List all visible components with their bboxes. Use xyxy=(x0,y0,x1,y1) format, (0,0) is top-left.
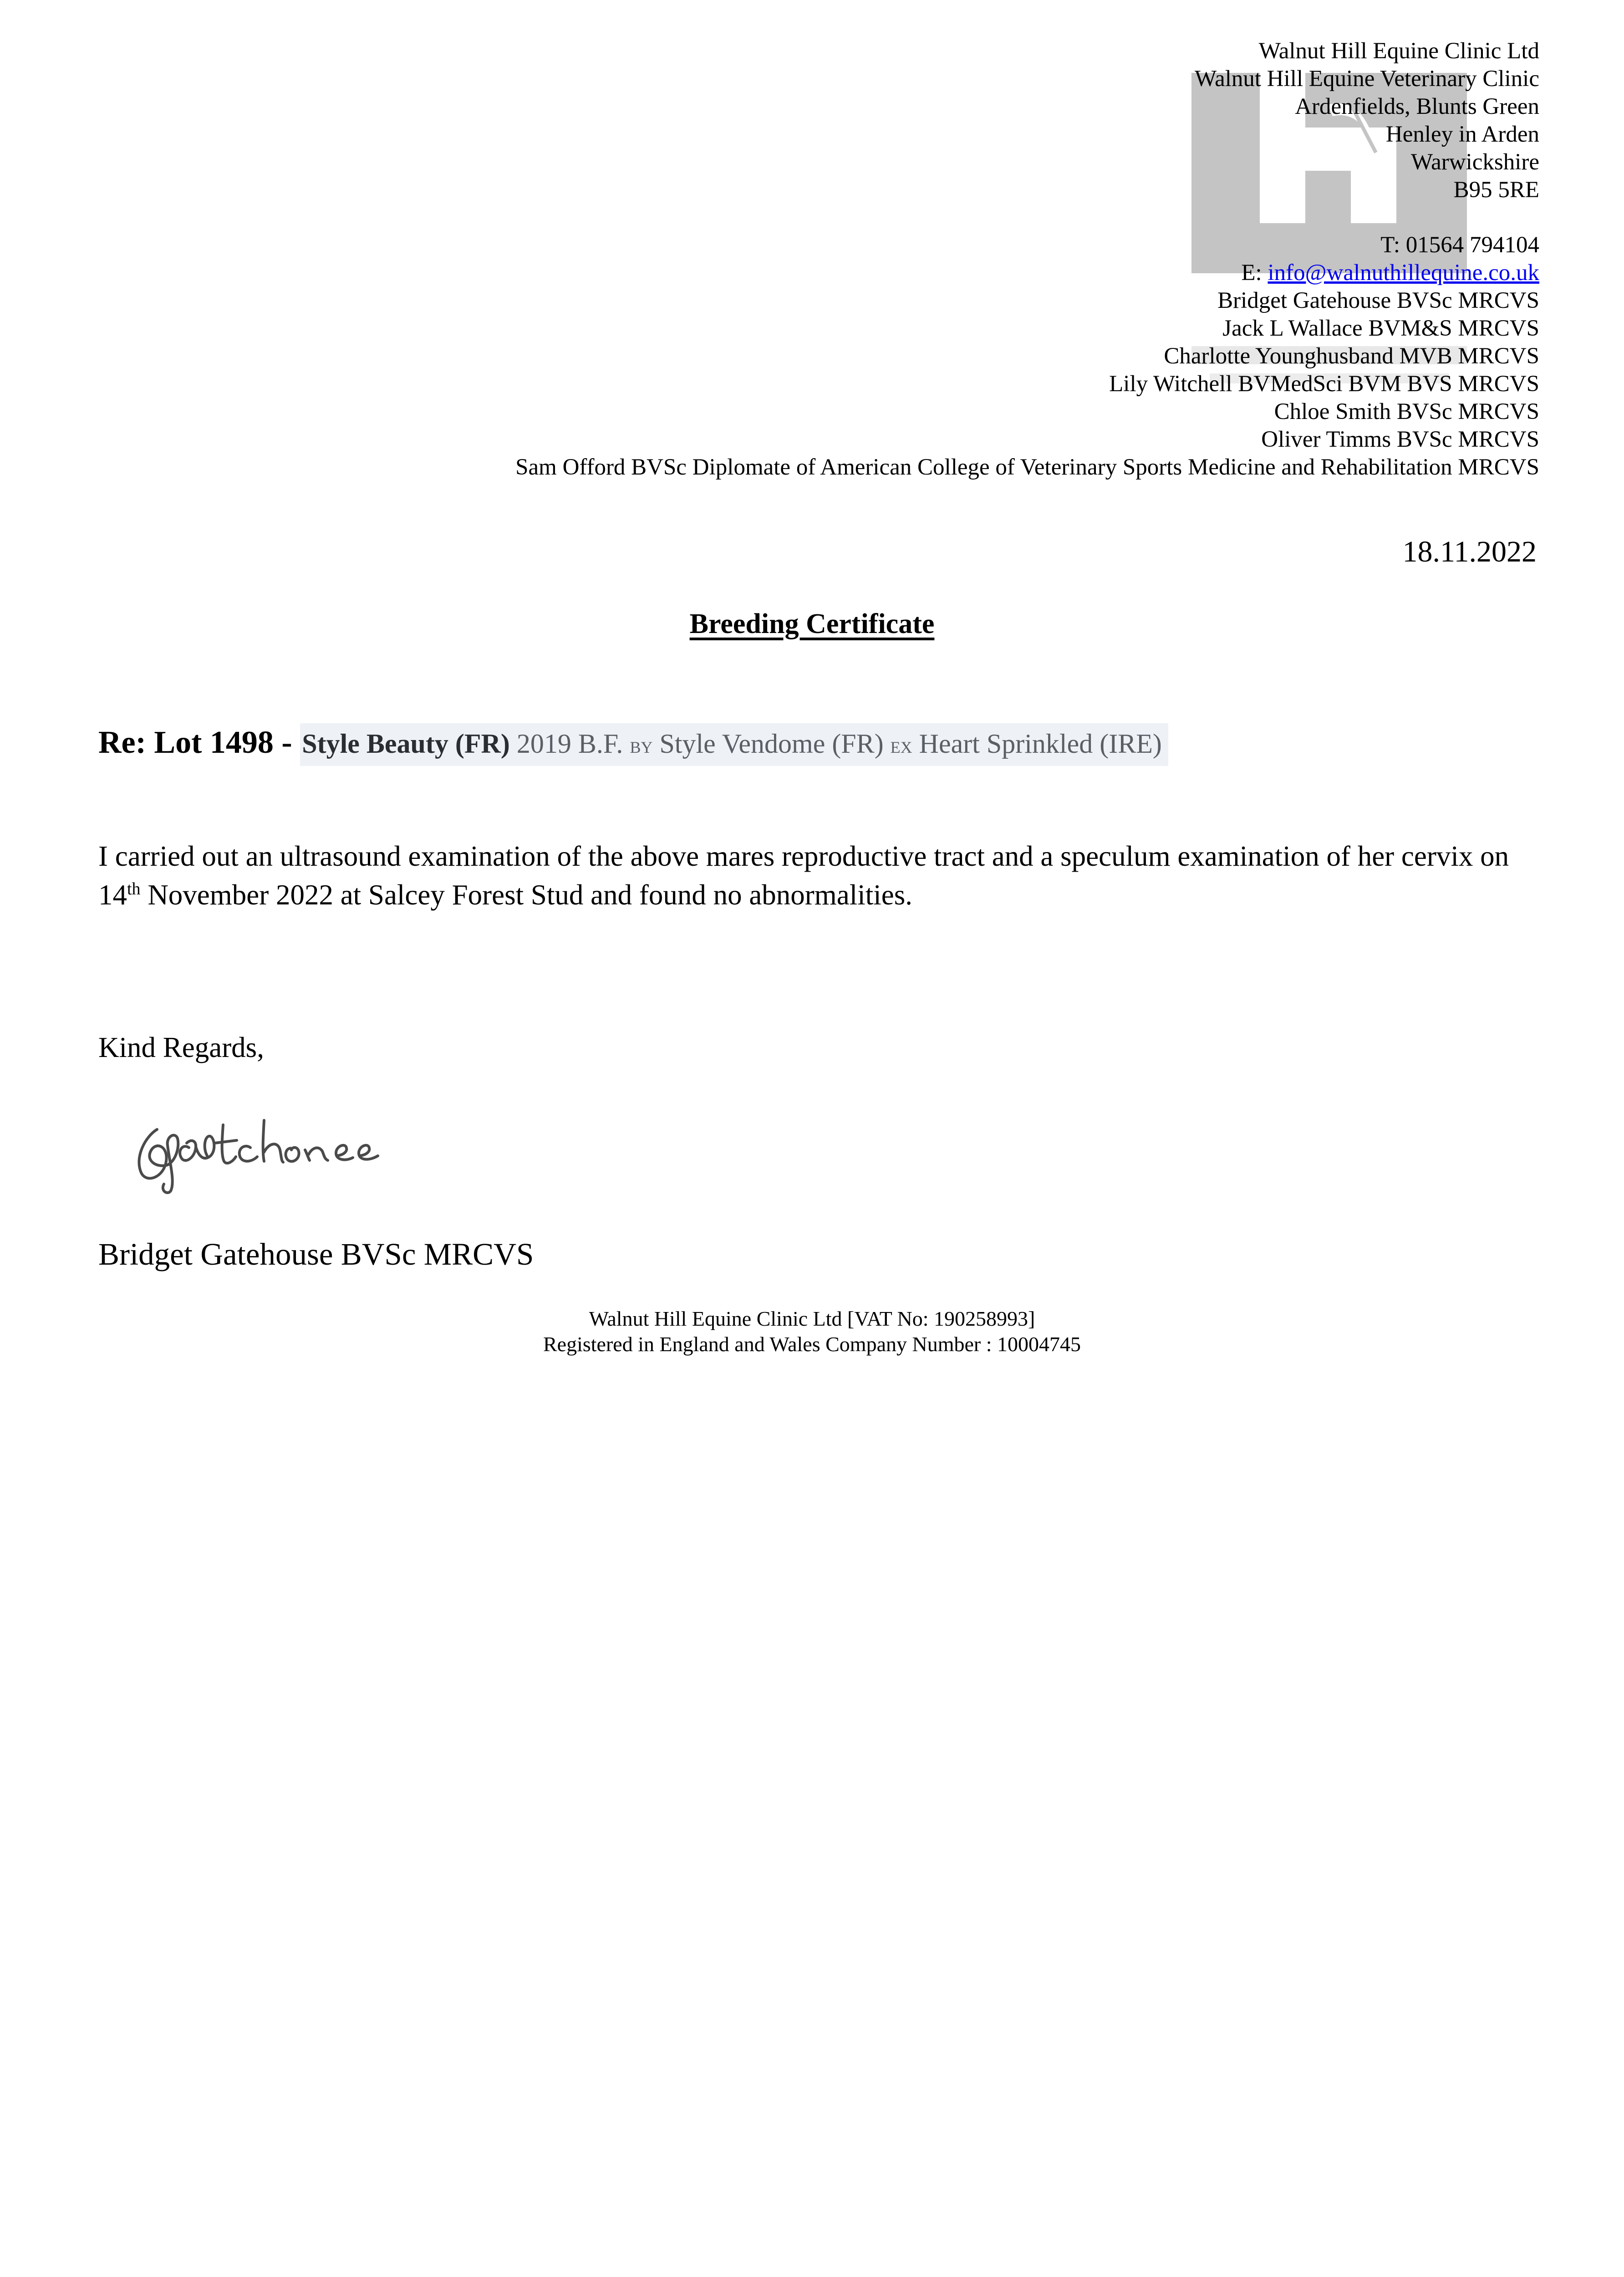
footer xyxy=(0,1306,1624,1357)
body-text-part: November 2022 at Salcey Forest Stud and found no abnormalities. xyxy=(140,879,912,911)
date-ordinal: th xyxy=(127,879,141,899)
vet-name: Oliver Timms BVSc MRCVS xyxy=(1261,427,1539,452)
re-label: Re: Lot 1498 - xyxy=(98,725,300,760)
email-link[interactable]: info@walnuthillequine.co.uk xyxy=(1268,260,1539,286)
address-line: Henley in Arden xyxy=(1385,122,1539,147)
footer-vat: Walnut Hill Equine Clinic Ltd [VAT No: 190258993] xyxy=(589,1307,1035,1330)
vet-name: Sam Offord BVSc Diplomate of American College of Veterinary Sports Medicine and Rehabilitation MRCVS xyxy=(515,454,1539,480)
letterhead xyxy=(356,37,1539,481)
dam-name: Heart Sprinkled (IRE) xyxy=(912,729,1162,759)
vet-name: Charlotte Younghusband MVB MRCVS xyxy=(1164,343,1539,369)
address-line: Ardenfields, Blunts Green xyxy=(1295,94,1539,119)
by-label: by xyxy=(630,732,653,758)
horse-name: Style Beauty (FR) xyxy=(302,729,510,759)
clinic-name: Walnut Hill Equine Veterinary Clinic xyxy=(1195,66,1539,92)
postcode: B95 5RE xyxy=(1453,177,1539,203)
body-text-part: I carried out an ultrasound examination of the above mares reproductive tract and a speculum examination of her cervix on 14 xyxy=(98,840,1509,911)
company-name: Walnut Hill Equine Clinic Ltd xyxy=(1258,38,1539,64)
footer-registration: Registered in England and Wales Company Number : 10004745 xyxy=(543,1333,1081,1356)
ex-label: ex xyxy=(890,732,912,758)
vet-name: Chloe Smith BVSc MRCVS xyxy=(1274,399,1539,424)
page-title: Breeding Certificate xyxy=(689,608,935,639)
vet-name: Jack L Wallace BVM&S MRCVS xyxy=(1222,316,1539,341)
horse-details xyxy=(300,723,1168,766)
address-line: Warwickshire xyxy=(1411,149,1539,175)
body-paragraph xyxy=(98,837,1528,914)
vet-name: Bridget Gatehouse BVSc MRCVS xyxy=(1217,288,1539,313)
year-sex: 2019 B.F. xyxy=(509,729,630,759)
closing: Kind Regards, xyxy=(98,1031,264,1063)
phone-number: T: 01564 794104 xyxy=(1380,232,1539,258)
signature-image xyxy=(114,1093,405,1202)
email-line xyxy=(356,259,1539,287)
letter-date: 18.11.2022 xyxy=(1402,535,1537,568)
signatory-name: Bridget Gatehouse BVSc MRCVS xyxy=(98,1237,534,1271)
email-label: E: xyxy=(1241,260,1268,286)
sire-name: Style Vendome (FR) xyxy=(652,729,891,759)
vet-name: Lily Witchell BVMedSci BVM BVS MRCVS xyxy=(1109,371,1539,397)
re-line xyxy=(98,722,1168,766)
